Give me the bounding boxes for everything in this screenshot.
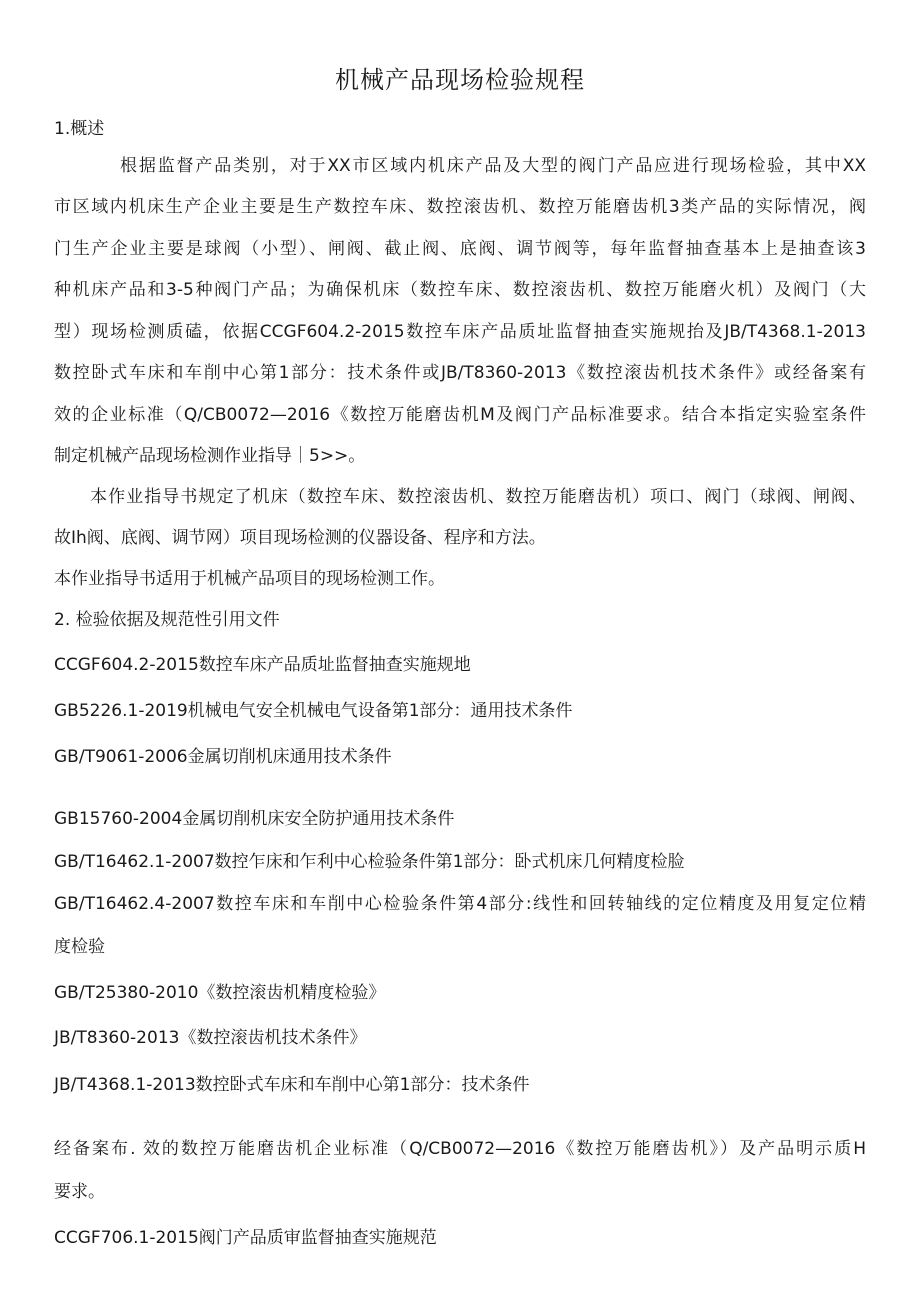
reference-item-continued: 度检验 bbox=[54, 937, 105, 957]
reference-item: 经备案布. 效的数控万能磨齿机企业标准（Q/CB0072—2016《数控万能磨齿机》）及产品明示质H bbox=[54, 1139, 866, 1159]
reference-item: GB5226.1-2019机械电气安全机械电气设备第1部分：通用技术条件 bbox=[54, 701, 573, 721]
reference-item: GB/T16462.1-2007数控乍床和乍利中心检验条件第1部分：卧式机床几何精度检脸 bbox=[54, 852, 685, 872]
reference-item: CCGF604.2-2015数控车床产品质址监督抽查实施规地 bbox=[54, 655, 471, 675]
para3: 本作业指导书适用于机械产品项目的现场检测工作。 bbox=[54, 569, 445, 589]
reference-item: GB/T25380-2010《数控滚齿机精度检验》 bbox=[54, 983, 386, 1003]
section-2-heading: 2. 检验依据及规范性引用文件 bbox=[54, 610, 280, 630]
reference-item: CCGF706.1-2015阀门产品质审监督抽查实施规范 bbox=[54, 1228, 437, 1248]
para1-line-6: 数控卧式车床和车削中心第1部分：技术条件或JB/T8360-2013《数控滚齿机技术条件》或经备案有 bbox=[54, 363, 866, 383]
para2-line-2: 故Ih阀、底阀、调节网）项目现场检测的仪器设备、程序和方法。 bbox=[54, 528, 546, 548]
para2-line-1: 本作业指导书规定了机床（数控车床、数控滚齿机、数控万能磨齿机）项口、阀门（球阀、闸阀、 bbox=[90, 487, 866, 507]
reference-item-continued: 要求。 bbox=[54, 1182, 105, 1202]
para1-line-3: 门生产企业主要是球阀（小型）、闸阀、截止阀、底阀、调节阀等，每年监督抽查基本上是抽查该3 bbox=[54, 239, 866, 259]
document-title: 机械产品现场检验规程 bbox=[335, 66, 585, 94]
reference-item: JB/T4368.1-2013数控卧式车床和车削中心第1部分：技术条件 bbox=[54, 1075, 530, 1095]
para1-line-4: 种机床产品和3-5种阀门产品；为确保机床（数控车床、数控滚齿机、数控万能磨火机）及阀门（大 bbox=[54, 280, 866, 300]
reference-item: JB/T8360-2013《数控滚齿机技术条件》 bbox=[54, 1028, 367, 1048]
reference-item: GB/T9061-2006金属切削机床通用技术条件 bbox=[54, 747, 392, 767]
reference-item: GB/T16462.4-2007数控车床和车削中心检验条件第4部分:线性和回转轴线的定位精度及用复定位精 bbox=[54, 894, 866, 914]
section-1-heading: 1.概述 bbox=[54, 119, 105, 139]
reference-item: GB15760-2004金属切削机床安全防护通用技术条件 bbox=[54, 809, 455, 829]
para1-line-1: 根据监督产品类别，对于XX市区域内机床产品及大型的阀门产品应进行现场检验，其中XX bbox=[120, 156, 866, 176]
para1-line-2: 市区域内机床生产企业主要是生产数控车床、数控滚齿机、数控万能磨齿机3类产品的实际情况，阀 bbox=[54, 197, 866, 217]
para1-line-5: 型）现场检测质磕，依据CCGF604.2-2015数控车床产品质址监督抽查实施规抬及JB/T4368.1-2013 bbox=[54, 322, 866, 342]
para1-line-8: 制定机械产品现场检测作业指导｜5>>。 bbox=[54, 446, 366, 466]
para1-line-7: 效的企业标准（Q/CB0072—2016《数控万能磨齿机M及阀门产品标准要求。结合本指定实验室条件 bbox=[54, 405, 866, 425]
